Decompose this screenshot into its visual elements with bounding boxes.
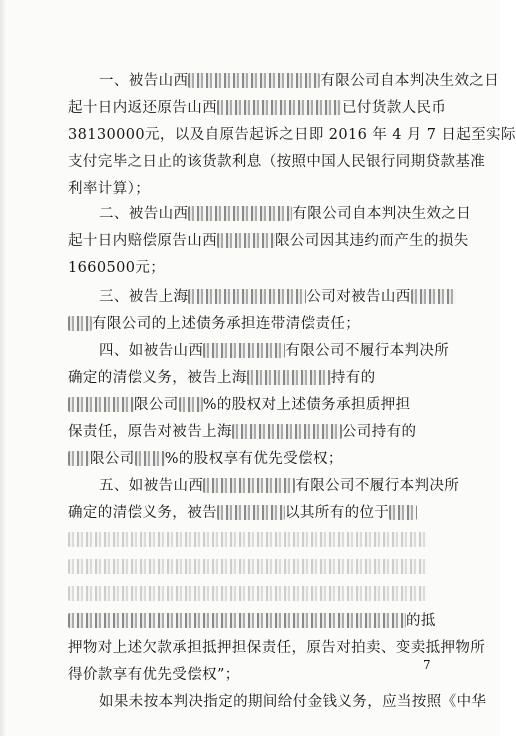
paragraph-4-line-5 bbox=[68, 447, 440, 471]
redacted-block bbox=[217, 505, 285, 520]
paragraph-5-line-1 bbox=[99, 474, 460, 498]
paragraph-2-line-2 bbox=[68, 229, 469, 253]
redacted-block bbox=[68, 451, 90, 466]
redacted-block bbox=[232, 424, 342, 439]
text-segment: 有限公司自本判决生效之日 bbox=[292, 206, 472, 222]
text-segment: 公司持有的 bbox=[341, 424, 417, 440]
paragraph-4-line-4 bbox=[68, 420, 440, 444]
text-segment: 有限公司自本判决生效之日 bbox=[320, 73, 500, 89]
redacted-block bbox=[68, 586, 428, 601]
redacted-block bbox=[203, 478, 295, 493]
text-segment: 限公司 bbox=[90, 451, 135, 467]
paragraph-5-line-7 bbox=[68, 636, 486, 660]
redacted-block bbox=[188, 289, 306, 304]
redacted-block bbox=[188, 206, 292, 221]
paragraph-5-line-5 bbox=[68, 582, 440, 606]
redacted-block bbox=[411, 289, 456, 304]
paragraph-5-line-3 bbox=[68, 528, 440, 552]
paragraph-2-line-3 bbox=[68, 256, 440, 280]
paragraph-5-line-4 bbox=[68, 555, 440, 579]
redacted-block bbox=[68, 316, 92, 331]
redacted-block bbox=[217, 100, 342, 115]
text-segment: 有限公司的上述债务承担连带清偿责任； bbox=[92, 316, 361, 332]
text-segment: 起十日内返还原告山西 bbox=[68, 100, 217, 116]
text-segment: 押物对上述欠款承担抵押担保责任，原告对拍卖、变卖抵押物所 bbox=[68, 640, 486, 656]
text-segment: 保责任，原告对被告上海 bbox=[68, 424, 232, 440]
text-segment: 38130000元，以及自原告起诉之日即 2016 年 4 月 7 日起至实际 bbox=[68, 127, 516, 143]
text-segment: 支付完毕之日止的该货款利息（按照中国人民银行同期贷款基准 bbox=[68, 154, 486, 170]
text-segment: 的抵 bbox=[406, 613, 436, 629]
text-segment: 五、如被告山西 bbox=[99, 478, 204, 494]
text-segment: 如果未按本判决指定的期间给付金钱义务，应当按照《中华 bbox=[99, 694, 487, 710]
text-segment: 持有的 bbox=[330, 370, 376, 386]
text-segment: %的股权享有优先受偿权； bbox=[164, 451, 343, 467]
redacted-block bbox=[68, 532, 428, 547]
redacted-block bbox=[188, 73, 320, 88]
redacted-block bbox=[68, 613, 406, 628]
redacted-block bbox=[68, 397, 134, 412]
text-segment: 1660500元； bbox=[68, 260, 166, 276]
text-segment: 二、被告山西 bbox=[99, 206, 189, 222]
redacted-block bbox=[217, 233, 275, 248]
paragraph-2-line-1 bbox=[99, 202, 472, 226]
redacted-block bbox=[389, 505, 417, 520]
redacted-block bbox=[179, 397, 203, 412]
text-segment: 三、被告上海 bbox=[99, 289, 189, 305]
paragraph-5-line-6 bbox=[68, 609, 440, 633]
paragraph-5-line-2 bbox=[68, 501, 440, 525]
paragraph-1-line-2 bbox=[68, 96, 447, 120]
text-segment: 限公司 bbox=[134, 397, 179, 413]
text-segment: 已付货款人民币 bbox=[342, 100, 447, 116]
paragraph-3-line-2 bbox=[68, 312, 440, 336]
text-segment: 限公司因其违约而产生的损失 bbox=[275, 233, 469, 249]
redacted-block bbox=[203, 343, 285, 358]
page-edge-shadow bbox=[0, 0, 6, 736]
text-segment: 一、被告山西 bbox=[99, 73, 189, 89]
page-number: 7 bbox=[423, 658, 431, 672]
text-segment: 利率计算）； bbox=[68, 181, 151, 197]
paragraph-1-line-3 bbox=[68, 123, 516, 147]
text-segment: 公司对被告山西 bbox=[306, 289, 411, 305]
paragraph-4-line-3 bbox=[68, 393, 440, 417]
redacted-block bbox=[135, 451, 165, 466]
paragraph-1-line-1 bbox=[99, 69, 500, 93]
text-segment: 确定的清偿义务，被告 bbox=[68, 505, 217, 521]
paragraph-3-line-1 bbox=[99, 285, 440, 309]
paragraph-4-line-2 bbox=[68, 366, 440, 390]
text-segment: 四、如被告山西 bbox=[99, 343, 204, 359]
text-segment: 有限公司不履行本判决所 bbox=[285, 343, 450, 359]
paragraph-1-line-5 bbox=[68, 177, 440, 201]
text-segment: 以其所有的位于 bbox=[285, 505, 390, 521]
text-segment: 起十日内赔偿原告山西 bbox=[68, 233, 217, 249]
text-segment: 得价款享有优先受偿权”； bbox=[68, 667, 240, 683]
text-segment: 确定的清偿义务，被告上海 bbox=[68, 370, 247, 386]
paragraph-4-line-1 bbox=[99, 339, 450, 363]
paragraph-1-line-4 bbox=[68, 150, 486, 174]
text-segment: 有限公司不履行本判决所 bbox=[295, 478, 460, 494]
paragraph-5-line-8 bbox=[68, 663, 440, 687]
redacted-block bbox=[247, 370, 331, 385]
paragraph-6-line-1 bbox=[99, 690, 487, 714]
text-segment: %的股权对上述债务承担质押担 bbox=[202, 397, 411, 413]
redacted-block bbox=[68, 559, 428, 574]
